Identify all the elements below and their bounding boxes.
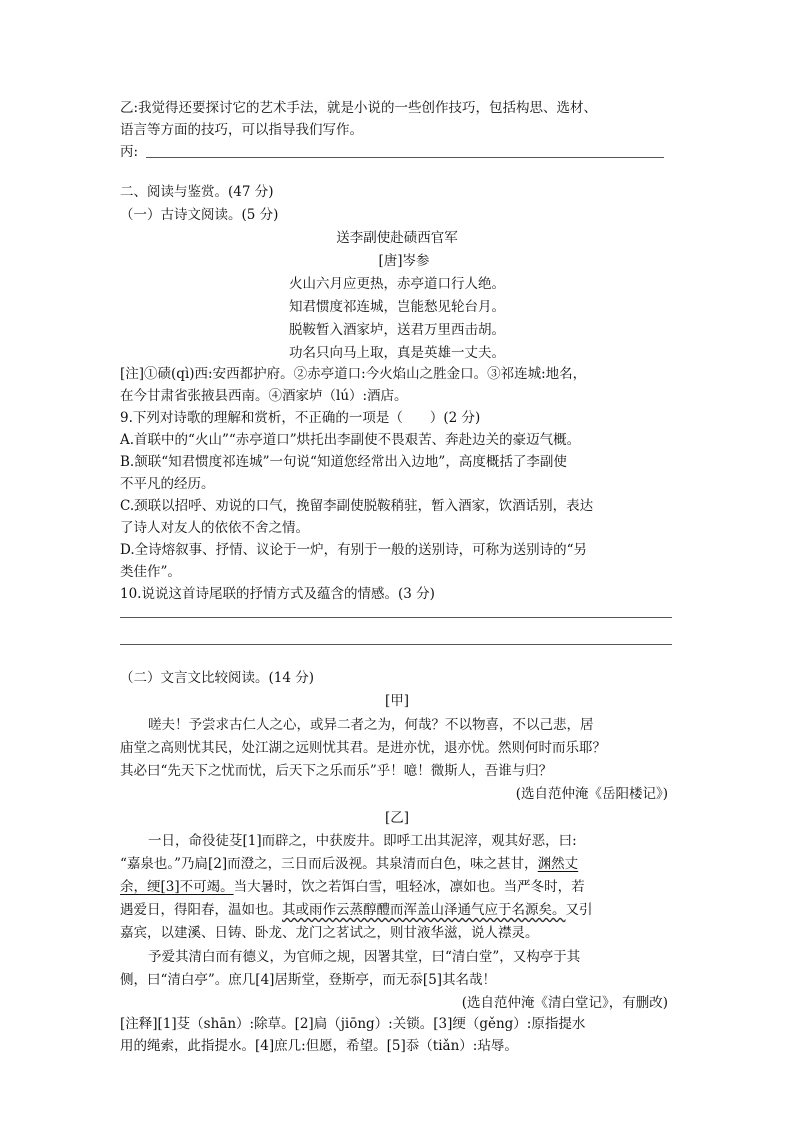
- poem-line-4: 功名只向马上取，真是英雄一丈夫。: [289, 345, 505, 361]
- option-c-line-1: C.颈联以招呼、劝说的口气，挽留李副使脱鞍稍驻，暂入酒家，饮酒话别，表达: [120, 498, 594, 514]
- annotation-line-1: [注释][1]芟（shān）:除草。[2]扃（jiōng）:关锁。[3]绠（gěng）:原指提水: [120, 1016, 586, 1032]
- question-9: 9.下列对诗歌的理解和赏析，不正确的一项是（ ）(2 分): [120, 410, 481, 426]
- underlined-sentence-part-1: 渊然丈: [537, 856, 579, 872]
- answer-line-1[interactable]: [120, 617, 672, 618]
- poem-line-3: 脱鞍暂入酒家垆，送君万里西击胡。: [289, 322, 505, 338]
- answer-line-2[interactable]: [120, 644, 672, 645]
- text-yi-source: (选自范仲淹《清白堂记》，有删改): [461, 995, 668, 1011]
- answer-blank-bing[interactable]: [146, 157, 664, 158]
- option-d-line-2: 类佳作”。: [120, 564, 181, 580]
- option-a: A.首联中的“火山”“赤亭道口”烘托出李副使不畏艰苦、奔赴边关的豪迈气概。: [120, 432, 581, 448]
- option-b-line-2: 不平凡的经历。: [120, 476, 215, 492]
- poem-line-2: 知君惯度祁连城，岂能愁见轮台月。: [289, 299, 505, 315]
- dialogue-yi-line-1: 乙:我觉得还要探讨它的艺术手法，就是小说的一些创作技巧，包括构思、选材、: [120, 100, 598, 116]
- part-2-heading: （二）文言文比较阅读。(14 分): [120, 670, 315, 686]
- text-yi-line-3-plain: 当大暑时，饮之若饵白雪，咀轻冰，凛如也。当严冬时，若: [233, 879, 585, 895]
- dialogue-bing-label: 丙:: [120, 144, 139, 160]
- text-jia-line-3: 其必曰“先天下之忧而忧，后天下之乐而乐”乎！噫！微斯人，吾谁与归？: [120, 763, 553, 779]
- text-yi-line-4-end: 又引: [565, 902, 593, 918]
- text-yi-line-4: [120, 900, 593, 920]
- text-yi-line-4-plain: 遇爱日，得阳春，温如也。: [120, 902, 282, 918]
- text-jia-line-1: 嗟夫！予尝求古仁人之心，或异二者之为，何哉？不以物喜，不以己悲，居: [148, 717, 594, 733]
- poem-author: [唐]岑参: [378, 253, 430, 269]
- text-yi-line-2: [120, 854, 578, 874]
- text-jia-label: [甲]: [384, 693, 410, 709]
- part-1-heading: （一）古诗文阅读。(5 分): [120, 207, 279, 223]
- dialogue-yi-line-2: 语言等方面的技巧，可以指导我们写作。: [120, 122, 363, 138]
- section-2-heading: 二、阅读与鉴赏。(47 分): [120, 184, 274, 200]
- underlined-sentence-part-2: 余，绠[3]不可竭。: [120, 879, 234, 895]
- poem-line-1: 火山六月应更热，赤亭道口行人绝。: [289, 276, 505, 292]
- text-jia-source: (选自范仲淹《岳阳楼记》): [515, 786, 668, 802]
- text-yi-label: [乙]: [384, 810, 410, 826]
- text-yi-line-5: 嘉宾，以建溪、日铸、卧龙、龙门之茗试之，则甘液华滋，说人襟灵。: [120, 925, 539, 941]
- option-d-line-1: D.全诗熔叙事、抒情、议论于一炉，有别于一般的送别诗，可称为送别诗的“另: [120, 542, 588, 558]
- text-yi-line-7: 侧，曰“清白亭”。庶几[4]居斯堂，登斯亭，而无忝[5]其名哉！: [120, 972, 497, 988]
- poem-note-line-1: [注]①碛(qì)西:安西都护府。②赤亭道口:今火焰山之胜金口。③祁连城:地名，: [120, 366, 587, 382]
- text-yi-line-6: 予爱其清白而有德义，为官师之规，因署其堂，曰“清白堂”，又构亭于其: [148, 949, 581, 965]
- question-10: 10.说说这首诗尾联的抒情方式及蕴含的情感。(3 分): [120, 586, 435, 602]
- annotation-line-2: 用的绳索，此指提水。[4]庶几:但愿，希望。[5]忝（tiǎn）:玷辱。: [120, 1038, 518, 1054]
- wavy-underlined-sentence: 其或雨作云蒸醇醴而浑盖山泽通气应于名源矣。: [282, 902, 566, 918]
- text-yi-line-1: 一日，命役徒芟[1]而辟之，中获废井。即呼工出其泥滓，观其好恶，曰:: [148, 833, 577, 849]
- text-jia-line-2: 庙堂之高则忧其民，处江湖之远则忧其君。是进亦忧，退亦忧。然则何时而乐耶？: [120, 740, 606, 756]
- option-c-line-2: 了诗人对友人的依依不舍之情。: [120, 520, 309, 536]
- text-yi-line-3: [120, 877, 585, 897]
- poem-title: 送李副使赴碛西官军: [336, 230, 458, 246]
- option-b-line-1: B.颔联“知君惯度祁连城”一句说“知道您经常出入边地”，高度概括了李副使: [120, 454, 567, 470]
- poem-note-line-2: 在今甘肃省张掖县西南。④酒家垆（lú）:酒店。: [120, 388, 408, 404]
- text-yi-line-2-plain: “嘉泉也。”乃扃[2]而澄之，三日而后汲视。其泉清而白色，味之甚甘，: [120, 856, 538, 872]
